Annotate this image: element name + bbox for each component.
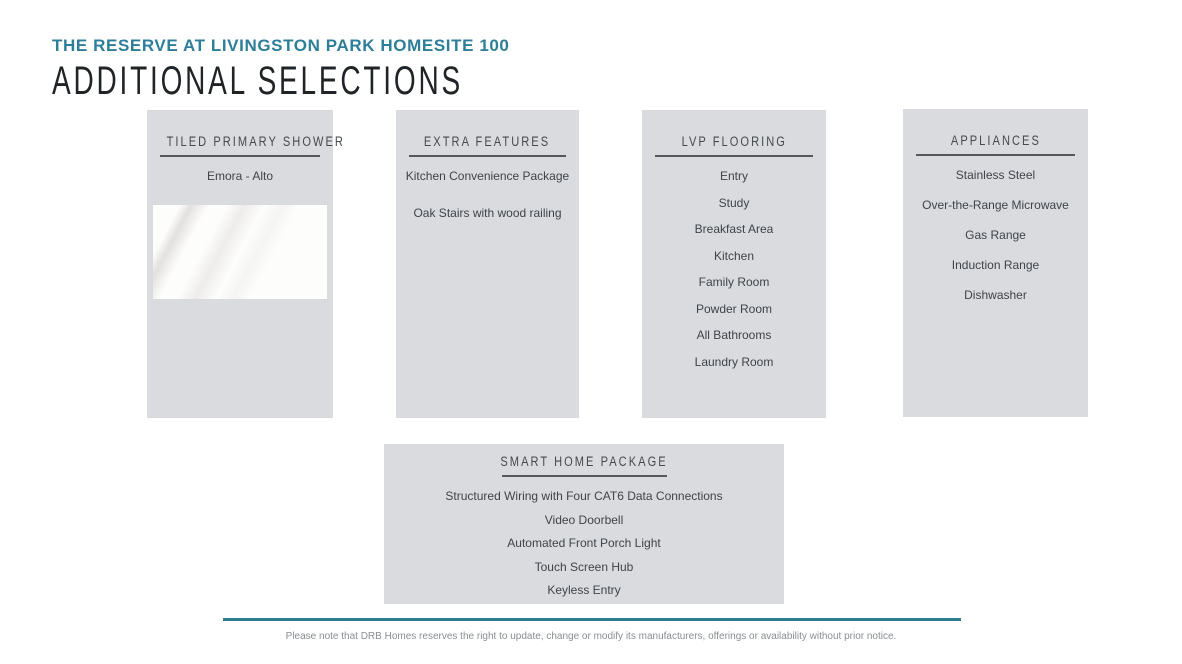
- card-body: [384, 487, 784, 599]
- list-item: Video Doorbell: [544, 512, 624, 527]
- list-item: Powder Room: [695, 301, 773, 316]
- list-item: Keyless Entry: [547, 583, 621, 597]
- title-underline: [916, 154, 1075, 156]
- card-title: APPLIANCES: [950, 133, 1041, 148]
- list-item: Family Room: [698, 275, 770, 289]
- list-item: Laundry Room: [694, 354, 774, 369]
- footer-divider: [223, 618, 961, 621]
- card-body: [903, 166, 1088, 304]
- card-extra-features: [396, 110, 579, 418]
- card-tiled-primary-shower: [147, 110, 345, 418]
- list-item: Study: [718, 195, 750, 210]
- list-item: Breakfast Area: [694, 222, 774, 236]
- card-title: TILED PRIMARY SHOWER: [166, 134, 345, 149]
- card-body: [642, 167, 826, 371]
- page-header: [52, 36, 639, 101]
- card-appliances: [903, 109, 1088, 417]
- card-body: [147, 167, 333, 299]
- card-body: [396, 167, 579, 223]
- list-item: Stainless Steel: [955, 168, 1036, 182]
- list-item: All Bathrooms: [696, 328, 772, 342]
- list-item: Dishwasher: [964, 288, 1027, 302]
- footer-disclaimer: Please note that DRB Homes reserves the right to update, change or modify its manufacturers, offerings or availability without prior notice.: [285, 631, 897, 642]
- list-item: Touch Screen Hub: [534, 559, 634, 574]
- card-title: EXTRA FEATURES: [424, 134, 551, 149]
- list-item: Entry: [719, 169, 748, 183]
- community-subtitle: THE RESERVE AT LIVINGSTON PARK HOMESITE 100: [52, 36, 510, 55]
- title-underline: [655, 155, 813, 157]
- card-title: SMART HOME PACKAGE: [500, 454, 668, 469]
- title-underline: [502, 475, 667, 477]
- list-item: Gas Range: [965, 228, 1026, 242]
- list-item: Induction Range: [951, 258, 1040, 272]
- card-smart-home-package: [384, 444, 784, 604]
- list-item: Oak Stairs with wood railing: [413, 206, 562, 220]
- list-item: Kitchen: [713, 248, 755, 263]
- list-item: Over-the-Range Microwave: [922, 198, 1069, 212]
- list-item: Automated Front Porch Light: [507, 536, 661, 550]
- page-title: ADDITIONAL SELECTIONS: [52, 59, 463, 103]
- selection-label: Emora - Alto: [206, 169, 274, 183]
- title-underline: [160, 155, 320, 157]
- title-underline: [409, 155, 566, 157]
- card-lvp-flooring: [642, 110, 826, 418]
- marble-tile-swatch: [153, 205, 327, 299]
- list-item: Kitchen Convenience Package: [405, 169, 570, 183]
- list-item: Structured Wiring with Four CAT6 Data Connections: [445, 489, 723, 503]
- card-title: LVP FLOORING: [681, 134, 787, 149]
